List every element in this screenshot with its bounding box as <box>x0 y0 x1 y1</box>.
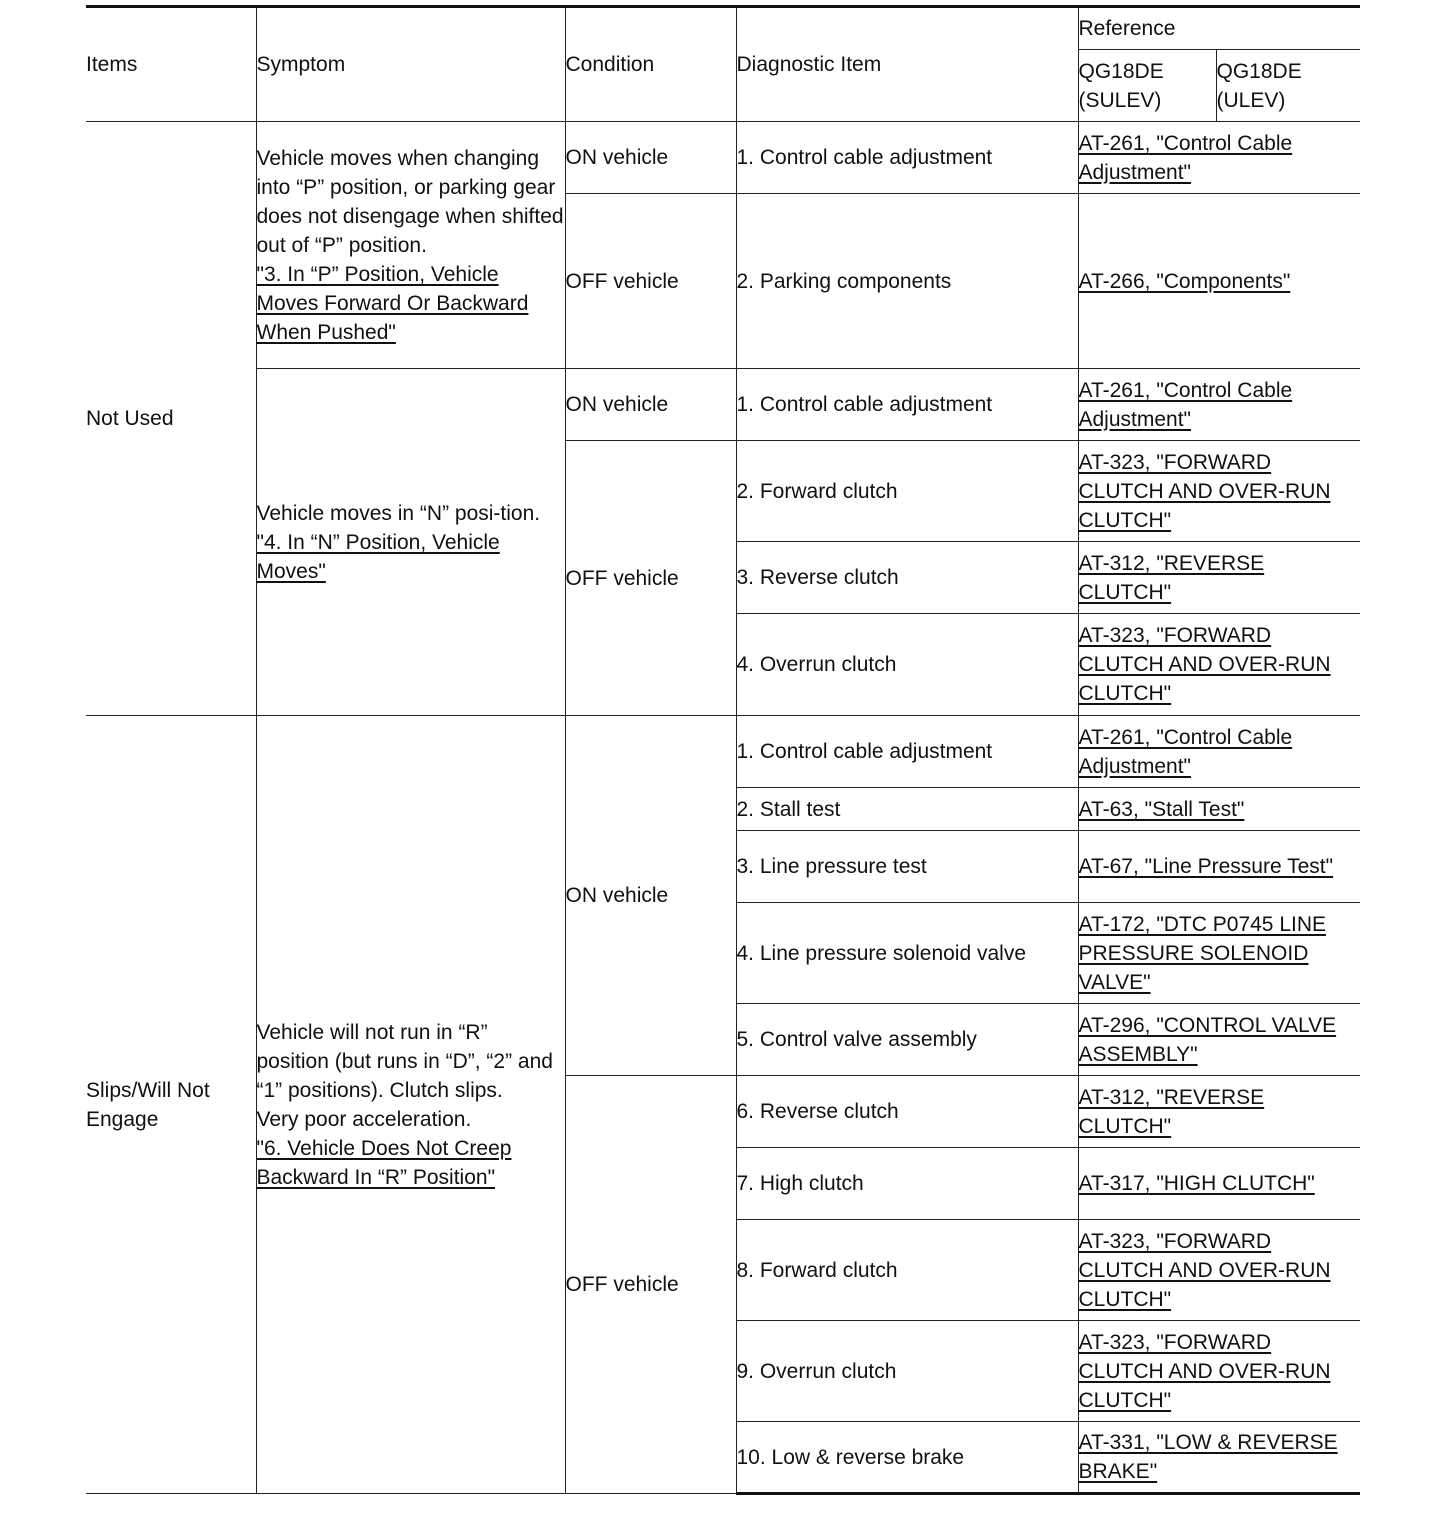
reference-link[interactable]: AT-296, "CONTROL VALVE ASSEMBLY" <box>1078 1013 1337 1066</box>
header-items: Items <box>86 7 256 122</box>
reference-link[interactable]: AT-323, "FORWARD CLUTCH AND OVER-RUN CLUTCH" <box>1078 1330 1331 1412</box>
diagnostic-item: 1. Control cable adjustment <box>736 122 1078 194</box>
reference-cell <box>1078 903 1360 1004</box>
reference-link[interactable]: AT-331, "LOW & REVERSE BRAKE" <box>1078 1431 1338 1483</box>
condition-cell: ON vehicle <box>565 369 736 441</box>
reference-cell <box>1078 1076 1360 1148</box>
reference-cell <box>1078 441 1360 542</box>
reference-link[interactable]: AT-261, "Control Cable Adjustment" <box>1078 131 1293 184</box>
condition-cell: ON vehicle <box>565 122 736 194</box>
reference-cell <box>1078 122 1360 194</box>
diagnostic-item: 4. Line pressure solenoid valve <box>736 903 1078 1004</box>
symptom-link[interactable]: "4. In “N” Position, Vehicle Moves" <box>256 530 500 583</box>
group-slips: Slips/Will Not Engage <box>86 716 256 1494</box>
diagnostic-item: 8. Forward clutch <box>736 1220 1078 1321</box>
diagnostic-item: 2. Parking components <box>736 194 1078 369</box>
diagnostic-item: 2. Forward clutch <box>736 441 1078 542</box>
reference-link[interactable]: AT-323, "FORWARD CLUTCH AND OVER-RUN CLUTCH" <box>1078 624 1331 705</box>
diagnostic-item: 4. Overrun clutch <box>736 614 1078 716</box>
condition-cell: ON vehicle <box>565 716 736 1076</box>
diagnostic-item: 10. Low & reverse brake <box>736 1422 1078 1494</box>
reference-cell <box>1078 369 1360 441</box>
group-not-used: Not Used <box>86 122 256 716</box>
reference-link[interactable]: AT-323, "FORWARD CLUTCH AND OVER-RUN CLUTCH" <box>1078 450 1331 532</box>
reference-cell <box>1078 1321 1360 1422</box>
reference-cell <box>1078 716 1360 788</box>
reference-cell <box>1078 1422 1360 1494</box>
reference-cell <box>1078 542 1360 614</box>
header-condition: Condition <box>565 7 736 122</box>
reference-cell <box>1078 831 1360 903</box>
symptom-text: Vehicle moves when changing into “P” position, or parking gear does not disengage when shifted out of “P” position. <box>256 146 564 257</box>
reference-link[interactable]: AT-312, "REVERSE CLUTCH" <box>1078 551 1265 604</box>
reference-cell <box>1078 788 1360 831</box>
diagnostic-item: 9. Overrun clutch <box>736 1321 1078 1422</box>
reference-link[interactable]: AT-266, "Components" <box>1078 269 1291 293</box>
reference-link[interactable]: AT-261, "Control Cable Adjustment" <box>1078 725 1293 778</box>
header-ref-sulev: QG18DE (SULEV) <box>1078 50 1216 122</box>
reference-link[interactable]: AT-261, "Control Cable Adjustment" <box>1078 378 1293 431</box>
diagnostic-item: 6. Reverse clutch <box>736 1076 1078 1148</box>
reference-link[interactable]: AT-67, "Line Pressure Test" <box>1078 855 1334 878</box>
symptom-link[interactable]: "3. In “P” Position, Vehicle Moves Forward Or Backward When Pushed" <box>256 262 529 344</box>
reference-cell <box>1078 1220 1360 1321</box>
diagnosis-table <box>86 5 1360 1495</box>
diagnostic-item: 3. Line pressure test <box>736 831 1078 903</box>
reference-cell <box>1078 194 1360 369</box>
reference-link[interactable]: AT-317, "HIGH CLUTCH" <box>1078 1172 1315 1195</box>
reference-cell <box>1078 1004 1360 1076</box>
reference-cell <box>1078 614 1360 716</box>
symptom-link[interactable]: "6. Vehicle Does Not Creep Backward In “R” Position" <box>256 1136 512 1189</box>
symptom-r-position <box>256 716 565 1494</box>
symptom-p-position <box>256 122 565 369</box>
header-reference: Reference <box>1078 7 1360 50</box>
reference-cell <box>1078 1148 1360 1220</box>
reference-link[interactable]: AT-323, "FORWARD CLUTCH AND OVER-RUN CLUTCH" <box>1078 1229 1331 1311</box>
reference-link[interactable]: AT-312, "REVERSE CLUTCH" <box>1078 1085 1265 1138</box>
diagnostic-item: 7. High clutch <box>736 1148 1078 1220</box>
reference-link[interactable]: AT-172, "DTC P0745 LINE PRESSURE SOLENOID VALVE" <box>1078 912 1327 994</box>
symptom-text: Vehicle will not run in “R” position (but runs in “D”, “2” and “1” positions). Clutch slips. <box>256 1020 553 1102</box>
header-symptom: Symptom <box>256 7 565 122</box>
diagnostic-item: 1. Control cable adjustment <box>736 716 1078 788</box>
reference-link[interactable]: AT-63, "Stall Test" <box>1078 797 1245 821</box>
header-diagnostic-item: Diagnostic Item <box>736 7 1078 122</box>
condition-cell: OFF vehicle <box>565 1076 736 1494</box>
condition-cell: OFF vehicle <box>565 441 736 716</box>
diagnostic-item: 1. Control cable adjustment <box>736 369 1078 441</box>
diagnostic-item: 3. Reverse clutch <box>736 542 1078 614</box>
diagnostic-item: 2. Stall test <box>736 788 1078 831</box>
header-ref-ulev: QG18DE (ULEV) <box>1216 50 1360 122</box>
symptom-n-position <box>256 369 565 716</box>
symptom-text-2: Very poor acceleration. <box>256 1107 472 1131</box>
condition-cell: OFF vehicle <box>565 194 736 369</box>
diagnostic-item: 5. Control valve assembly <box>736 1004 1078 1076</box>
symptom-text: Vehicle moves in “N” posi-tion. <box>256 501 541 525</box>
